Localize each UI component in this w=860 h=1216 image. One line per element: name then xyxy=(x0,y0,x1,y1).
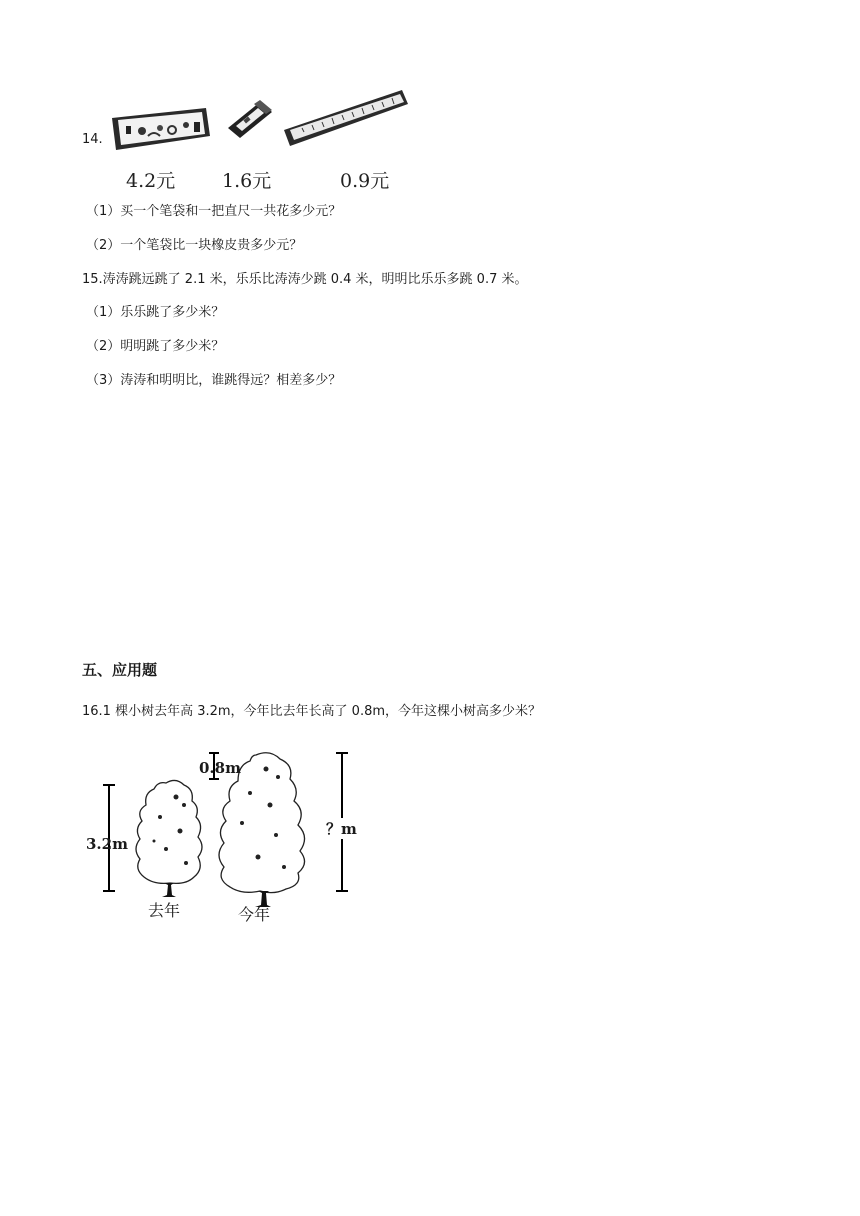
q15-text: 15.涛涛跳远跳了 2.1 米，乐乐比涛涛少跳 0.4 米，明明比乐乐多跳 0.7 米。 xyxy=(82,272,528,287)
ruler-image xyxy=(282,86,410,152)
price-ruler: 0.9元 xyxy=(340,170,390,192)
q15-sub1: （1）乐乐跳了多少米？ xyxy=(86,305,225,320)
q14-number: 14. xyxy=(82,132,103,147)
label-unknown-height: ？m xyxy=(326,820,357,838)
q15-sub3: （3）涛涛和明明比，谁跳得远？相差多少？ xyxy=(86,373,342,388)
q14-sub1: （1）买一个笔袋和一把直尺一共花多少元？ xyxy=(86,204,342,219)
q15-sub2: （2）明明跳了多少米？ xyxy=(86,339,225,354)
label-last-year-height: 3.2m xyxy=(86,835,128,853)
eraser-image xyxy=(224,98,276,142)
caption-last-year: 去年 xyxy=(148,901,181,920)
q16-text: 16.1 棵小树去年高 3.2m，今年比去年长高了 0.8m，今年这棵小树高多少米？ xyxy=(82,704,542,719)
label-growth: 0.8m xyxy=(199,759,241,777)
price-eraser: 1.6元 xyxy=(222,170,272,192)
section-title: 五、应用题 xyxy=(82,661,158,679)
caption-this-year: 今年 xyxy=(238,905,271,924)
q14-sub2: （2）一个笔袋比一块橡皮贵多少元？ xyxy=(86,238,303,253)
pencil-case-image xyxy=(108,106,213,152)
price-pencil-case: 4.2元 xyxy=(126,170,176,192)
